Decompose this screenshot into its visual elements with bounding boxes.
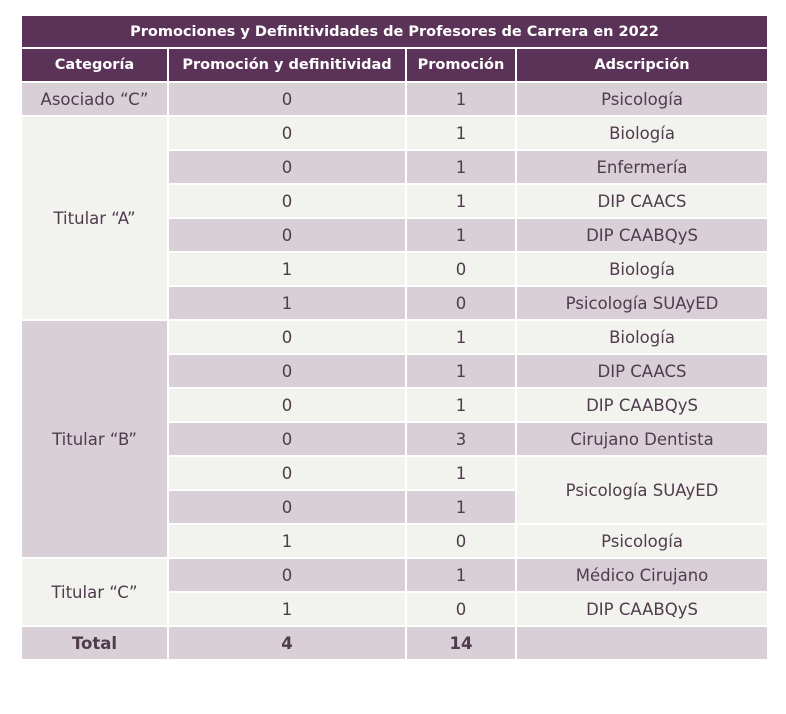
ads-cell: Médico Cirujano: [516, 558, 768, 592]
ads-cell: Biología: [516, 116, 768, 150]
def-cell: 0: [168, 218, 406, 252]
prom-cell: 1: [406, 558, 516, 592]
ads-cell: DIP CAABQyS: [516, 592, 768, 626]
prom-cell: 1: [406, 82, 516, 116]
table-title: Promociones y Definitividades de Profesores de Carrera en 2022: [21, 15, 768, 48]
ads-cell: Biología: [516, 252, 768, 286]
header-promocion-definitividad: Promoción y definitividad: [168, 48, 406, 82]
table-container: [20, 14, 767, 661]
prom-cell: 0: [406, 286, 516, 320]
header-categoria: Categoría: [21, 48, 168, 82]
prom-cell: 1: [406, 490, 516, 524]
def-cell: 0: [168, 150, 406, 184]
def-cell: 0: [168, 456, 406, 490]
ads-cell: Biología: [516, 320, 768, 354]
ads-cell: DIP CAACS: [516, 354, 768, 388]
def-cell: 0: [168, 422, 406, 456]
prom-cell: 1: [406, 184, 516, 218]
header-adscripcion: Adscripción: [516, 48, 768, 82]
def-cell: 0: [168, 388, 406, 422]
category-cell: Titular “A”: [21, 116, 168, 320]
prom-cell: 0: [406, 252, 516, 286]
total-label: Total: [21, 626, 168, 660]
table-row: [21, 116, 768, 150]
prom-cell: 1: [406, 456, 516, 490]
prom-cell: 3: [406, 422, 516, 456]
ads-cell: DIP CAABQyS: [516, 388, 768, 422]
ads-cell: Psicología SUAyED: [516, 286, 768, 320]
ads-cell: DIP CAACS: [516, 184, 768, 218]
def-cell: 0: [168, 82, 406, 116]
total-row: [21, 626, 768, 660]
total-def: 4: [168, 626, 406, 660]
total-ads: [516, 626, 768, 660]
prom-cell: 1: [406, 218, 516, 252]
def-cell: 0: [168, 116, 406, 150]
ads-cell: Psicología SUAyED: [516, 456, 768, 524]
def-cell: 1: [168, 286, 406, 320]
header-promocion: Promoción: [406, 48, 516, 82]
prom-cell: 1: [406, 388, 516, 422]
prom-cell: 0: [406, 524, 516, 558]
ads-cell: Psicología: [516, 82, 768, 116]
prom-cell: 1: [406, 320, 516, 354]
prom-cell: 1: [406, 150, 516, 184]
ads-cell: Psicología: [516, 524, 768, 558]
table-row: [21, 320, 768, 354]
prom-cell: 1: [406, 354, 516, 388]
category-cell: Asociado “C”: [21, 82, 168, 116]
def-cell: 0: [168, 558, 406, 592]
prom-cell: 0: [406, 592, 516, 626]
prom-cell: 1: [406, 116, 516, 150]
def-cell: 0: [168, 320, 406, 354]
table-row: [21, 82, 768, 116]
ads-cell: DIP CAABQyS: [516, 218, 768, 252]
def-cell: 1: [168, 524, 406, 558]
def-cell: 1: [168, 252, 406, 286]
promotions-table: [20, 14, 769, 661]
category-cell: Titular “B”: [21, 320, 168, 558]
ads-cell: Cirujano Dentista: [516, 422, 768, 456]
def-cell: 0: [168, 354, 406, 388]
def-cell: 0: [168, 184, 406, 218]
def-cell: 0: [168, 490, 406, 524]
category-cell: Titular “C”: [21, 558, 168, 626]
table-row: [21, 558, 768, 592]
ads-cell: Enfermería: [516, 150, 768, 184]
def-cell: 1: [168, 592, 406, 626]
total-prom: 14: [406, 626, 516, 660]
